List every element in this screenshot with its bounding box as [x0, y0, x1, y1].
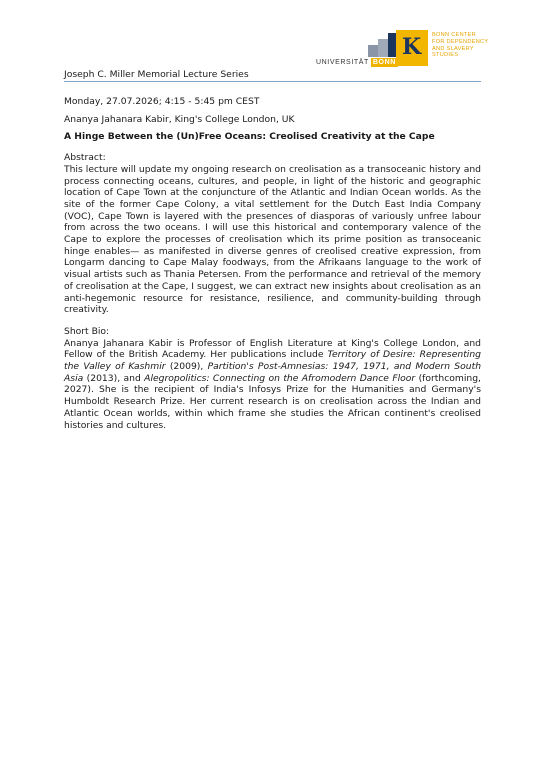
book-title: Territory of Desire: Representing the Valley of Kashmir [64, 349, 481, 373]
book-title: Partition's Post-Amnesias: 1947, 1971, and Modern South Asia [64, 361, 482, 384]
event-speaker: Ananya Jahanara Kabir, King's College London, UK [64, 113, 295, 125]
lecture-title: A Hinge Between the (Un)Free Oceans: Creolised Creativity at the Cape [64, 131, 435, 143]
center-wordmark: BONN CENTER FOR DEPENDENCY AND SLAVERY STUDIES [432, 32, 489, 59]
abstract-text: This lecture will update my ongoing research on creolisation as a transoceanic history and process connecting oceans, cultures, and people, in light of the historic and geographic location of Cape Town at the conjuncture of the Atlantic and Indian Ocean worlds. As the site of the former Cape Colony, a vital settlement for the Dutch East India Company (VOC), Cape Town is layered with the presences of diasporas of variously unfree labour from across the two oceans. I will use this historical and contemporary valence of the Cape to explore the processes of creolisation which its prime position as transoceanic hinge enables— as manifested in diverse genres of creolised creative expression, from Longarm dancing to Cape Malay foodways, from the Afrikaans language to the work of visual artists such as Thania Petersen. From the performance and retrieval of the memory of creolisation at the Cape, I suggest, we can extract new insights about creolisation as an anti-hegemonic resource for resistance, resilience, and community-building through creativity. [64, 163, 481, 316]
center-k-icon: K [402, 34, 422, 60]
bio-label: Short Bio: [64, 325, 110, 337]
center-logo-mark [396, 30, 428, 66]
university-wordmark: UNIVERSITÄT BONN [316, 59, 396, 66]
lecture-series-title: Joseph C. Miller Memorial Lecture Series [64, 69, 249, 80]
event-datetime: Monday, 27.07.2026; 4:15 - 5:45 pm CEST [64, 96, 260, 107]
abstract-label: Abstract: [64, 152, 106, 164]
header-divider [64, 81, 481, 82]
document-body [64, 96, 481, 431]
bio-text: Ananya Jahanara Kabir is Professor of English Literature at King's College London, and Fellow of the British Academy. Her publications include Territory of Desire: Representing the Valley of Kashmir (2009), Partition's Post-Amnesias: 1947, 1971, and Modern South Asia (2013), and Alegropolitics: Connecting on the Afromodern Dance Floor (forthcoming, 2027). She is the recipient of India's Infosys Prize for the Humanities and Germany's Humboldt Research Prize. Her current research is on creolisation across the Indian and Atlantic Ocean worlds, within which frame she studies the African continent's creolised histories and cultures. [64, 337, 482, 431]
header-logos [316, 28, 496, 72]
book-title: Alegropolitics: Connecting on the Afromodern Dance Floor [144, 372, 416, 384]
